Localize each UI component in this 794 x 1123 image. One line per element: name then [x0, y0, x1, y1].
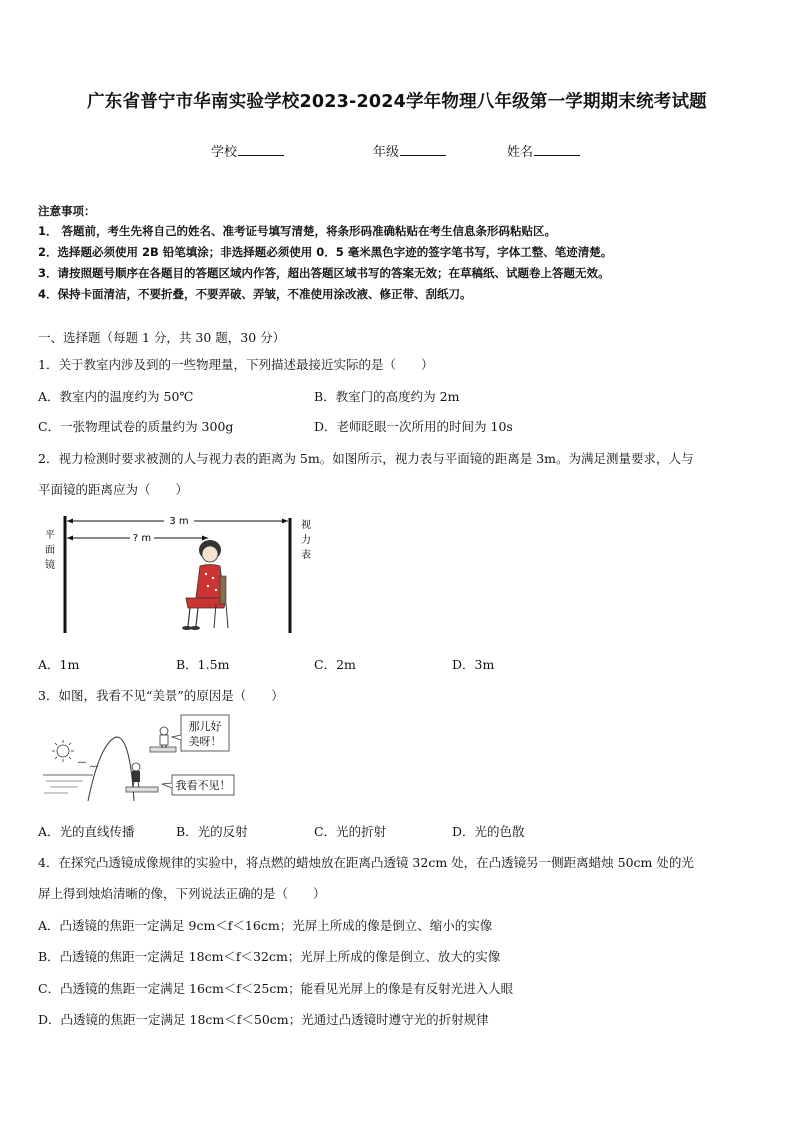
distance-3m-label: 3 m: [169, 516, 189, 527]
q2-option-b: B．1.5m: [176, 657, 230, 672]
q3-option-a: A．光的直线传播: [38, 824, 135, 839]
q1-option-a: A．教室内的温度约为 50℃: [38, 389, 194, 404]
question-3-stem: 3．如图，我看不见“美景”的原因是（ ）: [38, 688, 284, 703]
svg-text:镜: 镜: [45, 560, 55, 571]
q4-option-c: C．凸透镜的焦距一定满足 16cm＜f＜25cm；能看见光屏上的像是有反射光进入人眼: [38, 981, 514, 996]
q1-option-b: B．教室门的高度约为 2m: [314, 389, 460, 404]
question-4-stem-line2: 屏上得到烛焰清晰的像，下列说法正确的是（ ）: [38, 886, 326, 901]
svg-text:表: 表: [301, 550, 311, 561]
q4-option-a: A．凸透镜的焦距一定满足 9cm＜f＜16cm；光屏上所成的像是倒立、缩小的实像: [38, 918, 493, 933]
q1-option-d: D．老师眨眼一次所用的时间为 10s: [314, 419, 513, 434]
seated-girl-illustration: [182, 540, 228, 630]
distance-unknown-label: ? m: [132, 533, 152, 544]
name-field: [507, 141, 580, 160]
bubble-bottom-text: 我看不见！: [175, 779, 231, 792]
q3-option-c: C．光的折射: [314, 824, 387, 839]
question-4-stem-line1: 4．在探究凸透镜成像规律的实验中，将点燃的蜡烛放在距离凸透镜 32cm 处，在凸透镜另一侧距离蜡烛 50cm 处的光: [38, 855, 694, 870]
svg-text:面: 面: [45, 545, 55, 556]
q1-option-c: C．一张物理试卷的质量约为 300g: [38, 419, 234, 434]
bubble-top-line1: 那儿好: [188, 720, 222, 733]
svg-text:力: 力: [301, 535, 311, 546]
grade-blank: [400, 143, 446, 156]
q2-option-c: C．2m: [314, 657, 356, 672]
page-title: 广东省普宁市华南实验学校2023-2024学年物理八年级第一学期期末统考试题: [87, 92, 707, 112]
section-heading: 一、选择题（每题 1 分，共 30 题，30 分）: [38, 330, 286, 345]
q3-option-d: D．光的色散: [452, 824, 525, 839]
note-item: 2．选择题必须使用 2B 铅笔填涂；非选择题必须使用 0．5 毫米黑色字迹的签字笔书写，字体工整、笔迹清楚。: [38, 245, 613, 259]
svg-text:平: 平: [45, 530, 55, 541]
school-label: 学校: [211, 145, 238, 160]
note-item: 1． 答题前，考生先将自己的姓名、准考证号填写清楚，将条形码准确粘贴在考生信息条形码粘贴区。: [38, 224, 556, 238]
q2-option-a: A．1m: [38, 657, 80, 672]
bubble-top-line2: 美呀！: [188, 735, 222, 748]
name-label: 姓名: [507, 145, 534, 160]
grade-field: [373, 141, 446, 160]
question-2-stem-line2: 平面镜的距离应为（ ）: [38, 482, 189, 497]
note-item: 4．保持卡面清洁，不要折叠，不要弄破、弄皱，不准使用涂改液、修正带、刮纸刀。: [38, 287, 472, 301]
q4-option-b: B．凸透镜的焦距一定满足 18cm＜f＜32cm；光屏上所成的像是倒立、放大的实像: [38, 949, 501, 964]
notes-heading: 注意事项：: [38, 204, 96, 218]
note-item: 3．请按照题号顺序在各题目的答题区域内作答，超出答题区域书写的答案无效；在草稿纸、试题卷上答题无效。: [38, 266, 610, 280]
svg-text:视: 视: [301, 520, 311, 531]
name-blank: [534, 143, 580, 156]
q4-option-d: D．凸透镜的焦距一定满足 18cm＜f＜50cm；光通过凸透镜时遵守光的折射规律: [38, 1012, 489, 1027]
question-1-stem: 1．关于教室内涉及到的一些物理量，下列描述最接近实际的是（ ）: [38, 357, 434, 372]
q2-option-d: D．3m: [452, 657, 495, 672]
sun-icon: [52, 740, 74, 762]
grade-label: 年级: [373, 145, 400, 160]
school-field: [211, 141, 284, 160]
scenery-figure: [38, 713, 238, 805]
question-2-stem-line1: 2．视力检测时要求被测的人与视力表的距离为 5m。如图所示，视力表与平面镜的距离是 3m。为满足测量要求，人与: [38, 451, 694, 466]
eye-test-figure: [40, 508, 320, 638]
q3-option-b: B．光的反射: [176, 824, 248, 839]
school-blank: [238, 143, 284, 156]
